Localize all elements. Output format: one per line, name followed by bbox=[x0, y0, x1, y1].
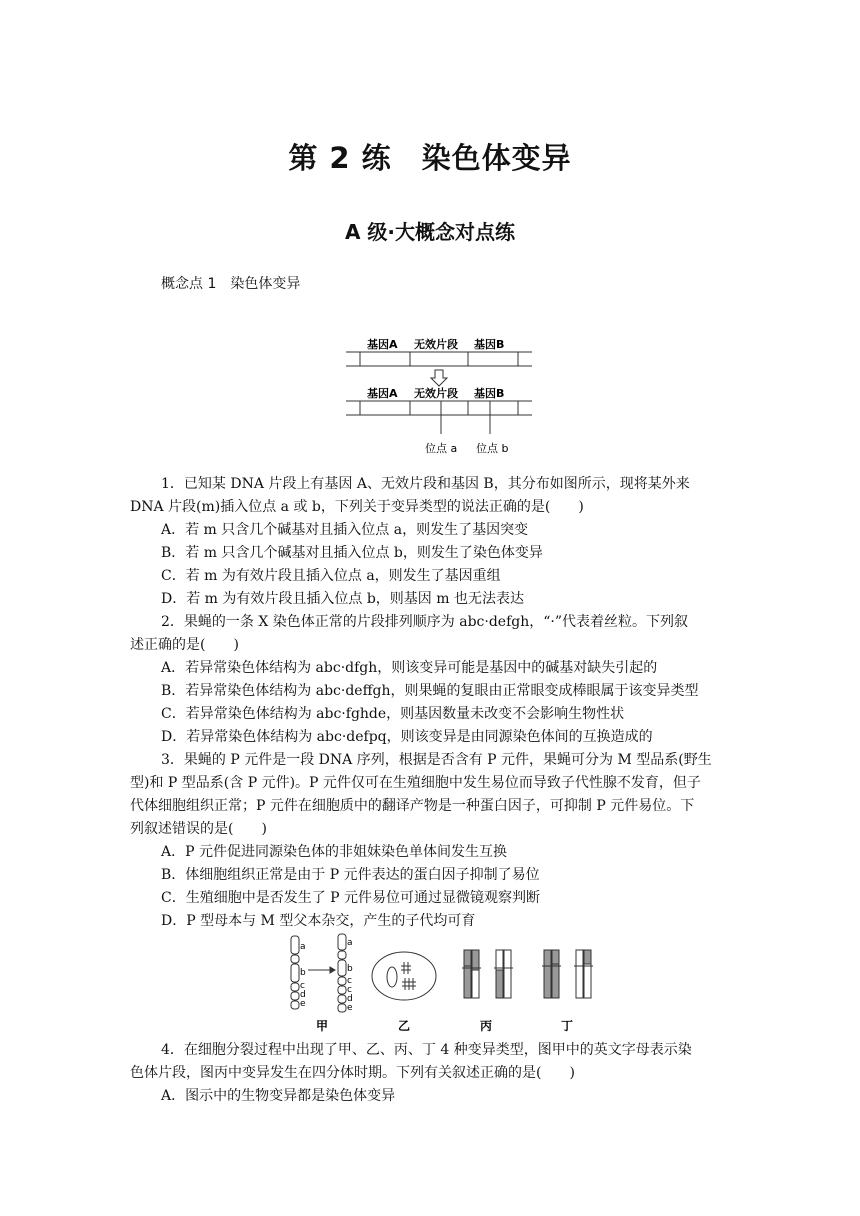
caption-bing: 丙 bbox=[480, 1019, 493, 1033]
fig1-top-label-invalid: 无效片段 bbox=[414, 338, 458, 351]
q3-stem-line3: 代体细胞组织正常；P 元件在细胞质中的翻译产物是一种蛋白因子，可抑制 P 元件易位。下 bbox=[130, 798, 695, 814]
bing-chromosomes bbox=[462, 950, 513, 998]
fig1-top-label-gene-a: 基因A bbox=[367, 338, 398, 351]
q3-option-c: C．生殖细胞中是否发生了 P 元件易位可通过显微镜观察判断 bbox=[161, 890, 541, 906]
caption-jia: 甲 bbox=[316, 1019, 329, 1033]
q1-option-a: A．若 m 只含几个碱基对且插入位点 a，则发生了基因突变 bbox=[161, 522, 529, 538]
jia-right-letter-d: d bbox=[347, 994, 353, 1004]
q2-option-b: B．若异常染色体结构为 abc·deffgh，则果蝇的复眼由正常眼变成棒眼属于该变异类型 bbox=[161, 683, 699, 699]
fig1-bottom-label-gene-a: 基因A bbox=[367, 387, 398, 400]
jia-left-letter-c: c bbox=[300, 981, 305, 991]
variation-types-figure bbox=[286, 930, 616, 1034]
q1-stem-line2: DNA 片段(m)插入位点 a 或 b，下列关于变异类型的说法正确的是( ) bbox=[130, 499, 584, 515]
q4-option-a: A．图示中的生物变异都是染色体变异 bbox=[161, 1088, 396, 1104]
q1-option-c: C．若 m 为有效片段且插入位点 a，则发生了基因重组 bbox=[161, 568, 501, 584]
page-title: 第 2 练 染色体变异 bbox=[288, 141, 572, 175]
jia-left-letter-b: b bbox=[300, 968, 306, 978]
jia-right-chromosome bbox=[338, 934, 346, 1012]
q3-stem-line2: 型)和 P 型品系(含 P 元件)。P 元件仅可在生殖细胞中发生易位而导致子代性腺不发育，但子 bbox=[130, 775, 701, 791]
q1-stem-line1: 1．已知某 DNA 片段上有基因 A、无效片段和基因 B，其分布如图所示，现将某外来 bbox=[161, 476, 690, 492]
q4-stem-line1: 4．在细胞分裂过程中出现了甲、乙、丙、丁 4 种变异类型，图甲中的英文字母表示染 bbox=[161, 1042, 692, 1058]
concept-heading: 概念点 1 染色体变异 bbox=[161, 276, 301, 292]
jia-left-chromosome bbox=[291, 936, 299, 1009]
q4-stem-line2: 色体片段，图丙中变异发生在四分体时期。下列有关叙述正确的是( ) bbox=[130, 1065, 575, 1081]
jia-left-letter-e: e bbox=[300, 999, 306, 1009]
q3-option-a: A．P 元件促进同源染色体的非姐妹染色单体间发生互换 bbox=[161, 844, 507, 860]
q3-option-b: B．体细胞组织正常是由于 P 元件表达的蛋白因子抑制了易位 bbox=[161, 867, 540, 883]
jia-right-letter-b: b bbox=[347, 964, 353, 974]
right-arrow-icon bbox=[308, 967, 335, 973]
jia-right-letter-c2: c bbox=[347, 985, 352, 995]
fig1-site-b: 位点 b bbox=[476, 442, 509, 455]
jia-right-letter-c1: c bbox=[347, 976, 352, 986]
fig1-bottom-label-invalid: 无效片段 bbox=[414, 387, 458, 400]
fig1-site-a: 位点 a bbox=[425, 442, 458, 455]
ding-chromosomes bbox=[542, 950, 593, 998]
jia-left-letter-a: a bbox=[300, 942, 306, 952]
down-arrow-icon bbox=[431, 370, 447, 386]
q1-option-d: D．若 m 为有效片段且插入位点 b，则基因 m 也无法表达 bbox=[161, 591, 524, 607]
jia-right-letter-e: e bbox=[347, 1003, 353, 1013]
jia-left-letter-d: d bbox=[300, 990, 306, 1000]
q2-stem-line1: 2．果蝇的一条 X 染色体正常的片段排列顺序为 abc·defgh，“·”代表着丝粒。下列叙 bbox=[161, 614, 688, 630]
jia-right-letter-a: a bbox=[347, 938, 353, 948]
q2-option-a: A．若异常染色体结构为 abc·dfgh，则该变异可能是基因中的碱基对缺失引起的 bbox=[161, 660, 658, 676]
q2-option-c: C．若异常染色体结构为 abc·fghde，则基因数量未改变不会影响生物性状 bbox=[161, 706, 625, 722]
yi-cell bbox=[372, 952, 436, 1000]
fig1-top-label-gene-b: 基因B bbox=[474, 338, 505, 351]
q2-stem-line2: 述正确的是( ) bbox=[130, 637, 239, 653]
fig1-bottom-label-gene-b: 基因B bbox=[474, 387, 505, 400]
q3-stem-line4: 列叙述错误的是( ) bbox=[130, 821, 267, 837]
q3-option-d: D．P 型母本与 M 型父本杂交，产生的子代均可育 bbox=[161, 913, 476, 929]
section-subtitle: A 级·大概念对点练 bbox=[344, 220, 516, 244]
q1-option-b: B．若 m 只含几个碱基对且插入位点 b，则发生了染色体变异 bbox=[161, 545, 543, 561]
gene-segment-figure bbox=[346, 332, 536, 460]
caption-ding: 丁 bbox=[561, 1019, 574, 1033]
caption-yi: 乙 bbox=[398, 1019, 411, 1033]
q3-stem-line1: 3．果蝇的 P 元件是一段 DNA 序列，根据是否含有 P 元件，果蝇可分为 M 型品系(野生 bbox=[161, 752, 712, 768]
q2-option-d: D．若异常染色体结构为 abc·defpq，则该变异是由同源染色体间的互换造成的 bbox=[161, 729, 653, 745]
